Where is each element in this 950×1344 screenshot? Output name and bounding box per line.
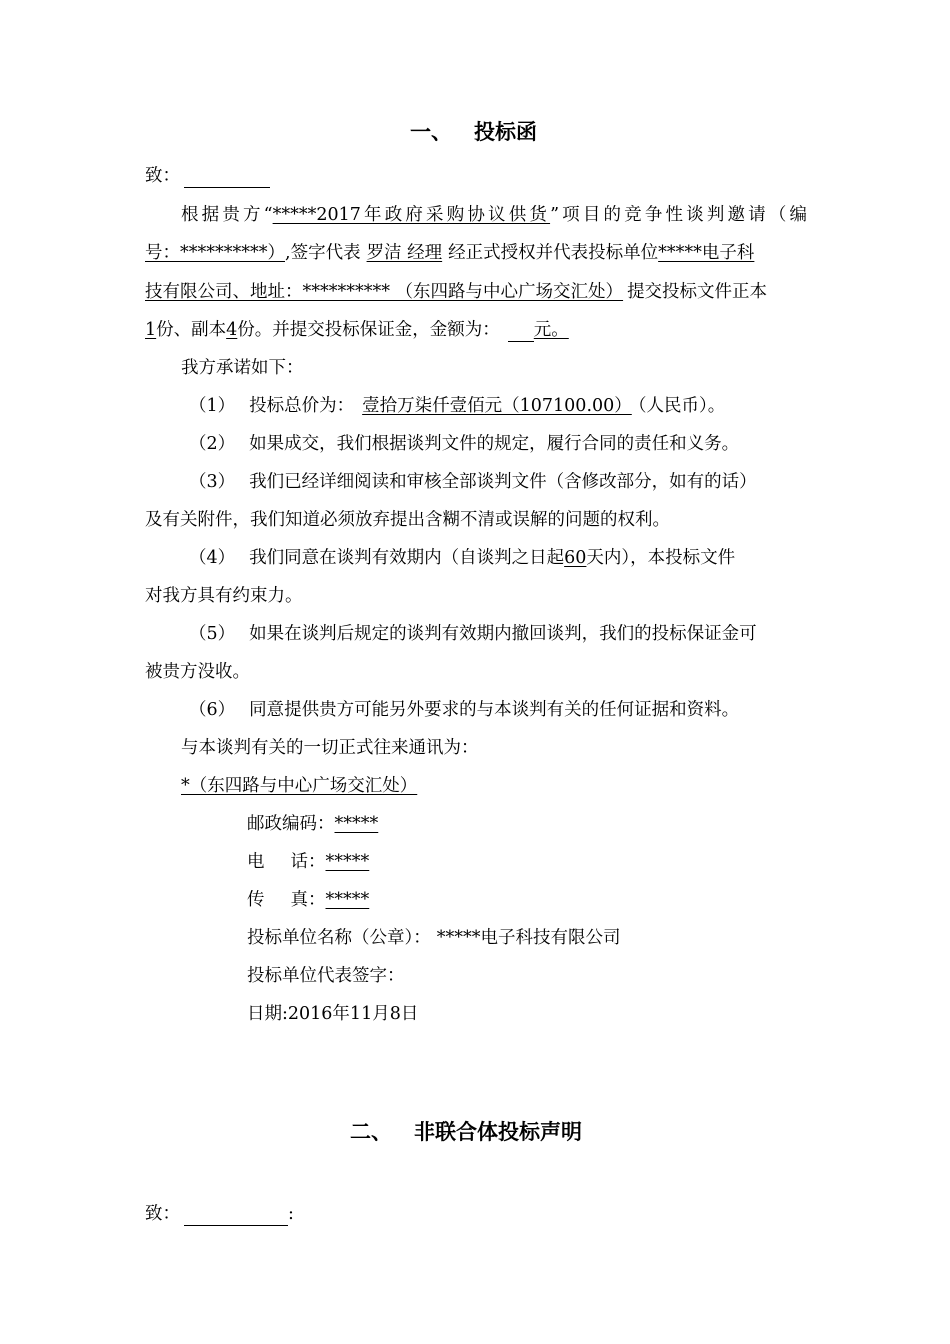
unit-name-line: 投标单位名称（公章）： *****电子科技有限公司 [247, 928, 621, 948]
postcode-value: ***** [334, 814, 379, 834]
fax-value: ***** [325, 890, 370, 910]
p1-line2: 号：**********）,签字代表 罗洁 经理 经正式授权并代表投标单位*****电子科 [145, 243, 755, 263]
comm-address: *（东四路与中心广场交汇处） [181, 776, 418, 796]
section1-heading [410, 120, 537, 144]
item-4-line2: 对我方具有约束力。 [145, 586, 303, 606]
original-count: 1 [145, 320, 157, 340]
item-3-line1: （3） 我们已经详细阅读和审核全部谈判文件（含修改部分，如有的话） [189, 472, 757, 492]
recipient-blank [184, 168, 270, 188]
section2-title: 非联合体投标声明 [414, 1119, 582, 1144]
section1-to-line [145, 164, 270, 188]
section2-number: 二、 [350, 1119, 392, 1144]
bid-price: 壹拾万柒仟壹佰元（107100.00） [362, 396, 632, 416]
comm-intro: 与本谈判有关的一切正式往来通讯为： [181, 738, 479, 758]
p1-line1: 根据贵方“*****2017年政府采购协议供货”项目的竞争性谈判邀请（编 [181, 205, 807, 225]
section2-to-line: 致： : [145, 1204, 294, 1224]
unit-name-value: *****电子科技有限公司 [436, 928, 621, 948]
date-line: 日期:2016年11月8日 [247, 1004, 419, 1024]
section1-number: 一、 [410, 119, 452, 144]
project-name: *****2017年政府采购协议供货 [272, 205, 551, 225]
copy-count: 4 [226, 320, 238, 340]
fax-line: 传 真：***** [247, 890, 370, 910]
section1-title: 投标函 [474, 119, 537, 144]
p1-line3: 技有限公司、地址：********** （东四路与中心广场交汇处） 提交投标文件正本 [145, 282, 768, 302]
item-4-line1: （4） 我们同意在谈判有效期内（自谈判之日起60天内），本投标文件 [189, 548, 736, 568]
amount-blank [508, 321, 534, 342]
promise-intro: 我方承诺如下： [181, 358, 304, 378]
postcode-line: 邮政编码：***** [247, 814, 379, 834]
project-number: 号：**********） [145, 243, 285, 263]
representative: 罗洁 经理 [366, 243, 443, 263]
phone-line: 电 话：***** [247, 852, 370, 872]
document-page [145, 0, 807, 1344]
company-name-part1: *****电子科 [658, 243, 755, 263]
section2-recipient-blank [184, 1206, 288, 1226]
item-6: （6） 同意提供贵方可能另外要求的与本谈判有关的任何证据和资料。 [189, 700, 740, 720]
item-5-line2: 被贵方没收。 [145, 662, 250, 682]
section2-heading [350, 1120, 582, 1144]
item-3-line2: 及有关附件，我们知道必须放弃提出含糊不清或误解的问题的权利。 [145, 510, 670, 530]
signature-line: 投标单位代表签字： [247, 966, 405, 986]
item-1: （1） 投标总价为： 壹拾万柒仟壹佰元（107100.00） （人民币）。 [189, 396, 726, 416]
item-2: （2） 如果成交，我们根据谈判文件的规定，履行合同的责任和义务。 [189, 434, 740, 454]
company-address: 技有限公司、地址：********** （东四路与中心广场交汇处） [145, 282, 624, 302]
to-label: 致： [145, 166, 180, 186]
item-5-line1: （5） 如果在谈判后规定的谈判有效期内撤回谈判，我们的投标保证金可 [189, 624, 757, 644]
validity-days: 60 [564, 548, 587, 568]
phone-value: ***** [325, 852, 370, 872]
p1-line4: 1份、副本4份。并提交投标保证金，金额为： 元。 [145, 320, 569, 340]
